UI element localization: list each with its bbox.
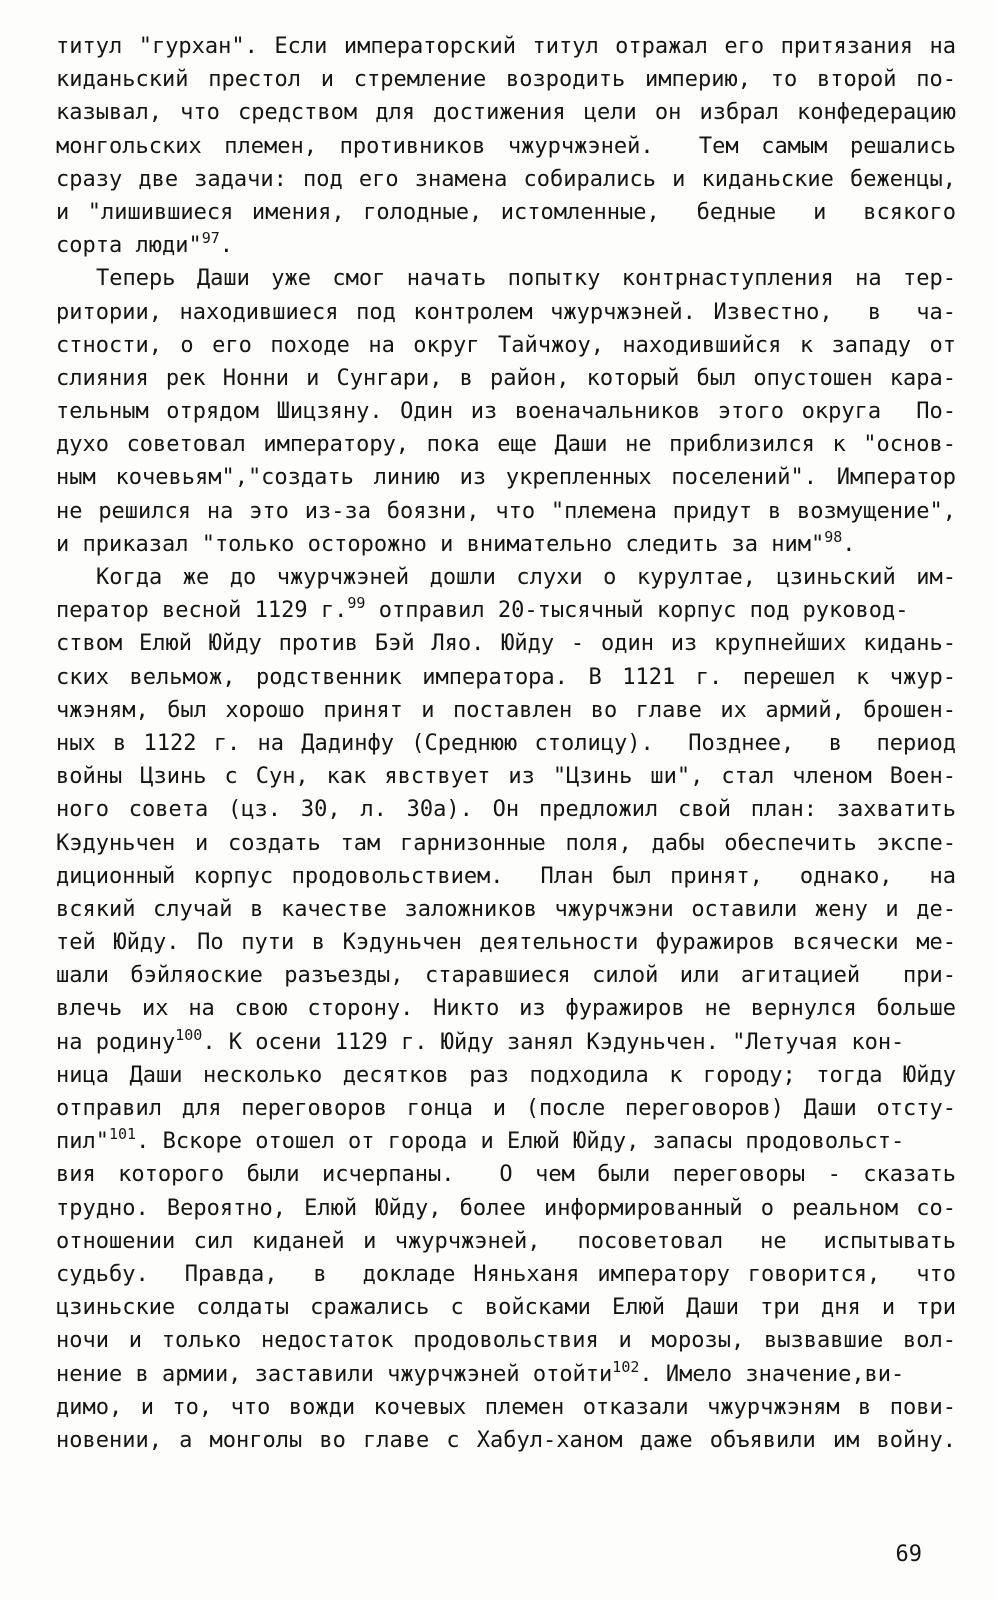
text-line: шали бэйляоские разъезды, старавшиеся силой или агитацией при- xyxy=(56,963,956,989)
text-line: киданьский престол и стремление возродить империю, то второй по- xyxy=(56,67,956,93)
text-line xyxy=(56,528,956,561)
text-line: ным кочевьям","создать линию из укрепленных поселений". Император xyxy=(56,465,956,491)
text-line xyxy=(56,1358,956,1391)
body-text xyxy=(56,30,956,1457)
line-text: и приказал "только осторожно и внимательно следить за ним" xyxy=(56,531,825,557)
text-line: ритории, находившиеся под контролем чжурчжэней. Известно, в ча- xyxy=(56,299,956,325)
text-line: не решился на это из-за боязни, что "племена придут в возмущение", xyxy=(56,498,956,524)
text-line: вия которого были исчерпаны. О чем были переговоры - сказать xyxy=(56,1162,956,1188)
text-line: отправил для переговоров гонца и (после переговоров) Даши отсту- xyxy=(56,1096,956,1121)
text-line: войны Цзинь с Сун, как явствует из "Цзинь ши", стал членом Воен- xyxy=(56,764,956,790)
text-line: судьбу. Правда, в докладе Няньханя императору говорится, что xyxy=(56,1261,956,1287)
text-line: духо советовал императору, пока еще Даши не приблизился к "основ- xyxy=(56,432,956,458)
text-line: тельным отрядом Шицзяну. Один из военачальников этого округа По- xyxy=(56,399,956,425)
text-line: Теперь Даши уже смог начать попытку контрнаступления на тер- xyxy=(96,266,956,292)
text-line: ного совета (цз. 30, л. 30а). Он предложил свой план: захватить xyxy=(56,797,956,823)
text-line: трудно. Вероятно, Елюй Юйду, более информированный о реальном со- xyxy=(56,1195,956,1221)
line-text: на родину xyxy=(56,1029,176,1055)
page-number: 69 xyxy=(895,1542,922,1567)
footnote-ref-99: 99 xyxy=(347,594,366,613)
text-line: ница Даши несколько десятков раз подходила к городу; тогда Юйду xyxy=(56,1062,956,1088)
text-line: тей Юйду. По пути в Кэдуньчен деятельности фуражиров всячески ме- xyxy=(56,930,956,956)
text-line: влечь их на свою сторону. Никто из фуражиров не вернулся больше xyxy=(56,996,956,1022)
text-line: отношении сил киданей и чжурчжэней, посоветовал не испытывать xyxy=(56,1228,956,1254)
footnote-ref-98: 98 xyxy=(824,527,843,546)
text-line: ных в 1122 г. на Дадинфу (Среднюю столицу). Позднее, в период xyxy=(56,730,956,756)
text-line: ских вельмож, родственник императора. В 1121 г. перешел к чжур- xyxy=(56,664,956,690)
line-text: . Вскоре отошел от города и Елюй Юйду, запасы продовольст- xyxy=(136,1129,905,1155)
text-line: диционный корпус продовольствием. План был принят, однако, на xyxy=(56,863,956,889)
footnote-ref-102: 102 xyxy=(612,1357,640,1376)
line-text: пил" xyxy=(56,1129,109,1155)
text-line: казывал, что средством для достижения цели он избрал конфедерацию xyxy=(56,100,956,126)
text-line: цзиньские солдаты сражались с войсками Елюй Даши три дня и три xyxy=(56,1295,956,1321)
footnote-ref-97: 97 xyxy=(201,229,220,248)
footnote-ref-100: 100 xyxy=(175,1025,203,1044)
text-line: всякий случай в качестве заложников чжурчжэни оставили жену и де- xyxy=(56,896,956,922)
footnote-ref-101: 101 xyxy=(108,1125,137,1144)
text-line: Кэдуньчен и создать там гарнизонные поля, дабы обеспечить экспе- xyxy=(56,830,956,856)
text-line xyxy=(56,1026,956,1059)
line-end: . xyxy=(219,233,234,259)
text-line: сразу две задачи: под его знамена собирались и киданьские беженцы, xyxy=(56,166,956,192)
line-text: ператор весной 1129 г. xyxy=(56,598,348,624)
text-line: димо, и то, что вожди кочевых племен отказали чжурчжэням в пови- xyxy=(56,1394,956,1420)
text-line xyxy=(56,1125,956,1158)
text-line: стности, о его походе на округ Тайчжоу, находившийся к западу от xyxy=(56,332,956,358)
text-line xyxy=(56,594,956,627)
line-end: . xyxy=(842,531,856,557)
text-line: и "лишившиеся имения, голодные, истомленные, бедные и всякого xyxy=(56,199,956,225)
text-line: Когда же до чжурчжэней дошли слухи о курултае, цзиньский им- xyxy=(96,565,956,590)
text-line: чжэням, был хорошо принят и поставлен во главе их армий, брошен- xyxy=(56,697,956,723)
line-text: . Имело значение,ви- xyxy=(639,1361,905,1387)
text-line: слияния рек Нонни и Сунгари, в район, который был опустошен кара- xyxy=(56,365,956,391)
text-line: титул "гурхан". Если императорский титул отражал его притязания на xyxy=(56,34,956,59)
line-text: . К осени 1129 г. Юйду занял Кэдуньчен. "Летучая кон- xyxy=(202,1029,905,1055)
text-line: ночи и только недостаток продовольствия и морозы, вызвавшие вол- xyxy=(56,1328,956,1354)
text-line: монгольских племен, противников чжурчжэней. Тем самым решались xyxy=(56,133,956,159)
text-line: ством Елюй Юйду против Бэй Ляо. Юйду - один из крупнейших кидань- xyxy=(56,631,956,657)
line-text: нение в армии, заставили чжурчжэней отойти xyxy=(56,1361,613,1387)
text-line xyxy=(56,229,956,262)
text-line: новении, а монголы во главе с Хабул-ханом даже объявили им войну. xyxy=(56,1427,956,1453)
line-text: сорта люди" xyxy=(56,233,202,259)
line-text: отправил 20-тысячный корпус под руковод- xyxy=(365,598,909,624)
